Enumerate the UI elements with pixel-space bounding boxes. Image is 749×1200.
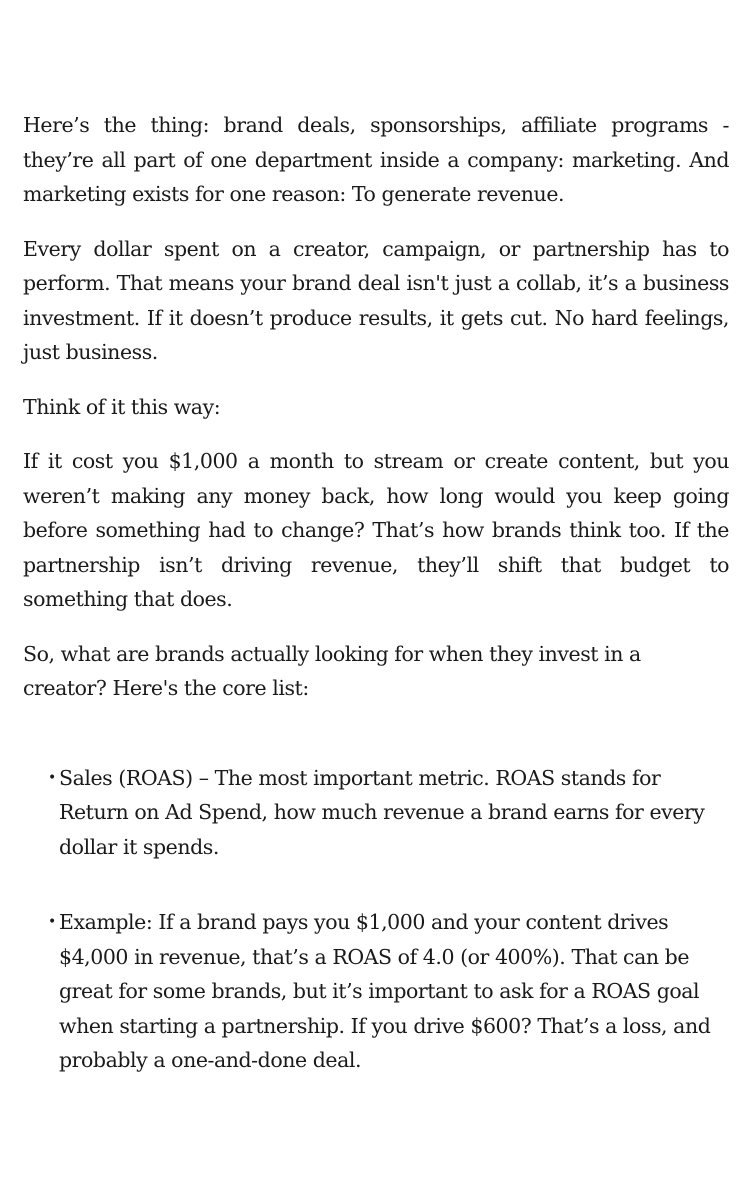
paragraph-think-of-it: Think of it this way: (23, 394, 221, 419)
bullet-dot-icon: • (48, 769, 56, 786)
paragraph-every-dollar: Every dollar spent on a creator, campaign, or partnership has to perform. That means your brand deal isn't just a collab, it’s a business investment. If it doesn’t produce results, it gets cut. No hard feelings, just business. (23, 236, 729, 364)
bullet-text-example: Example: If a brand pays you $1,000 and your content drives $4,000 in revenue, that’s a ROAS of 4.0 (or 400%). That can be great for some brands, but it’s important to ask for a ROAS goal when starting a partnership. If you drive $600? That’s a loss, and probably a one-and-done deal. (59, 910, 711, 1072)
paragraph-cost-example: If it cost you $1,000 a month to stream or create content, but you weren’t making any money back, how long would you keep going before something had to change? That’s how brands think too. If the partnership isn’t driving revenue, they’ll shift that budget to something that does. (23, 449, 729, 611)
list-item (23, 761, 729, 865)
bullet-list (23, 761, 729, 1078)
paragraph-brand-deals-intro: Here’s the thing: brand deals, sponsorships, affiliate programs - they’re all part of one department inside a company: marketing. And marketing exists for one reason: To generate revenue. (23, 113, 729, 206)
bullet-dot-icon: • (48, 914, 56, 930)
list-item (23, 905, 729, 1078)
paragraph-core-list-intro: So, what are brands actually looking for when they invest in a creator? Here's the core list: (23, 641, 641, 700)
article-body (23, 108, 729, 1119)
bullet-text-sales-roas: Sales (ROAS) – The most important metric. ROAS stands for Return on Ad Spend, how much revenue a brand earns for every dollar it spends. (59, 765, 705, 859)
